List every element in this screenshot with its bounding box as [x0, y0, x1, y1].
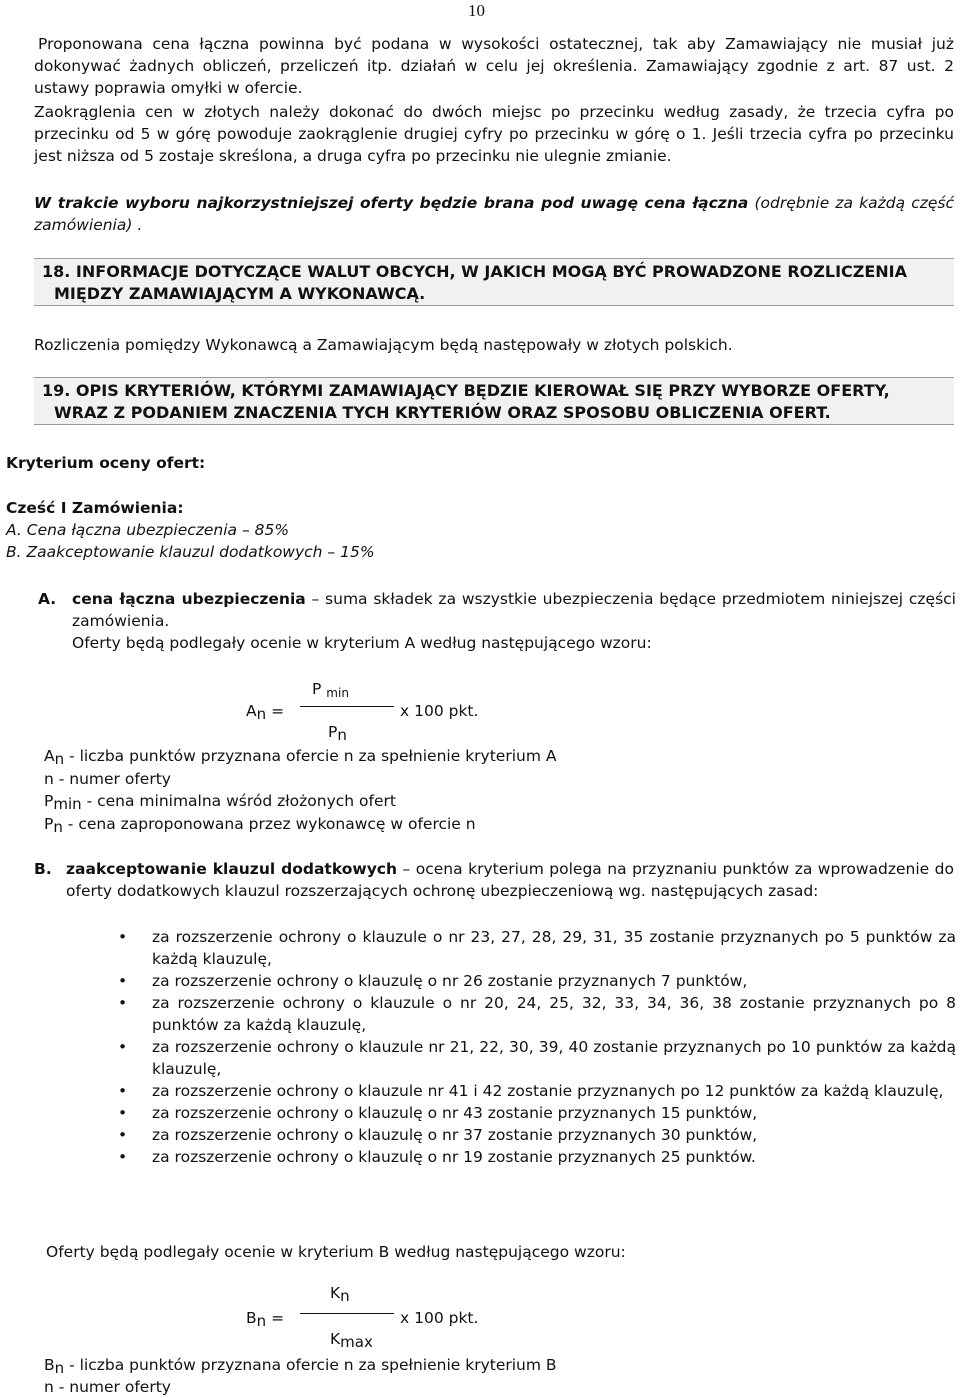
- formula-b-fraction-line: [300, 1313, 394, 1314]
- intro-paragraph-3: [34, 192, 954, 236]
- list-item: • za rozszerzenie ochrony o klauzule nr 21, 22, 30, 39, 40 zostanie przyznanych po 10 punktów za każdą klauzulę,: [118, 1038, 956, 1078]
- criteria-part-title: Cześć I Zamówienia:: [6, 499, 184, 517]
- formula-a-legend-2: n - numer oferty: [44, 770, 171, 788]
- criterion-b-rest: – ocena kryterium polega na przyznaniu punktów za wprowadzenie do oferty dodatkowych klauzul rozszerzających ochronę ubezpieczeniową wg. następujących zasad:: [66, 860, 954, 900]
- criterion-b-bullet-list: [118, 926, 956, 1168]
- criteria-item-b: B. Zaakceptowanie klauzul dodatkowych – 15%: [6, 543, 375, 561]
- list-item: • za rozszerzenie ochrony o klauzule nr 41 i 42 zostanie przyznanych po 12 punktów za każdą klauzulę,: [118, 1082, 944, 1100]
- intro-paragraph-3-rest: (odrębnie za każdą część zamówienia) .: [34, 194, 954, 234]
- section-18-heading-line2: MIĘDZY ZAMAWIAJĄCYM A WYKONAWCĄ.: [54, 284, 426, 303]
- section-18-heading-line1: 18. INFORMACJE DOTYCZĄCE WALUT OBCYCH, W JAKICH MOGĄ BYĆ PROWADZONE ROZLICZENIA: [42, 262, 908, 281]
- list-item: • za rozszerzenie ochrony o klauzulę o nr 26 zostanie przyznanych 7 punktów,: [118, 972, 748, 990]
- formula-a-denominator: Pn: [328, 723, 347, 744]
- intro-paragraph-2: Zaokrąglenia cen w złotych należy dokonać do dwóch miejsc po przecinku według zasady, że trzecia cyfra po przecinku od 5 w górę powoduje zaokrąglenie drugiej cyfry po przecinku w górę o 1. Jeśli trzecia cyfra po przecinku jest niższa od 5 zostaje skreślona, a druga cyfra po przecinku nie ulegnie zmianie.: [34, 103, 954, 165]
- criterion-a-letter: A.: [38, 590, 57, 608]
- section-19-heading-line1: 19. OPIS KRYTERIÓW, KTÓRYMI ZAMAWIAJĄCY BĘDZIE KIEROWAŁ SIĘ PRZY WYBORZE OFERTY,: [42, 381, 890, 400]
- criterion-b-description: [66, 858, 954, 902]
- formula-b-multiplier: x 100 pkt.: [400, 1309, 479, 1327]
- criterion-a-description: [72, 588, 956, 632]
- section-19-heading-line2: WRAZ Z PODANIEM ZNACZENIA TYCH KRYTERIÓW ORAZ SPOSOBU OBLICZENIA OFERT.: [54, 403, 831, 422]
- section-19-heading: [34, 377, 954, 425]
- formula-a-numerator: P $_{min}$: [312, 680, 349, 700]
- formula-a-legend-4: Pn - cena zaproponowana przez wykonawcę w ofercie n: [44, 815, 476, 836]
- criterion-a-rest: – suma składek za wszystkie ubezpieczenia będące przedmiotem niniejszej części zamówienia.: [72, 590, 956, 630]
- formula-a-lhs: An =: [246, 702, 285, 723]
- formula-a-legend-1: An - liczba punktów przyznana ofercie n za spełnienie kryterium A: [44, 747, 557, 768]
- criterion-b-letter: B.: [34, 860, 52, 878]
- list-item: • za rozszerzenie ochrony o klauzule o nr 20, 24, 25, 32, 33, 34, 36, 38 zostanie przyznanych po 8 punktów za każdą klauzulę,: [118, 994, 956, 1034]
- intro-paragraph-3-bold: W trakcie wyboru najkorzystniejszej oferty będzie brana pod uwagę cena łączna: [34, 194, 749, 212]
- formula-a-multiplier: x 100 pkt.: [400, 702, 479, 720]
- list-item: • za rozszerzenie ochrony o klauzulę o nr 43 zostanie przyznanych 15 punktów,: [118, 1104, 758, 1122]
- formula-b-legend-2: n - numer oferty: [44, 1378, 171, 1396]
- formula-a-legend-3: Pmin - cena minimalna wśród złożonych ofert: [44, 792, 396, 813]
- section-18-heading: [34, 258, 954, 306]
- formula-b-legend-1: Bn - liczba punktów przyznana ofercie n za spełnienie kryterium B: [44, 1356, 557, 1377]
- criterion-b-bold: zaakceptowanie klauzul dodatkowych: [66, 860, 398, 878]
- intro-paragraph-1: Proponowana cena łączna powinna być podana w wysokości ostatecznej, tak aby Zamawiający nie musiał już dokonywać żadnych obliczeń, przeliczeń itp. działań w celu jej określenia. Zamawiający zgodnie z art. 87 ust. 2 ustawy poprawia omyłki w ofercie.: [34, 35, 954, 97]
- page-number: 10: [468, 1, 485, 20]
- list-item: • za rozszerzenie ochrony o klauzulę o nr 19 zostanie przyznanych 25 punktów.: [118, 1148, 756, 1166]
- criterion-a-formula-intro: Oferty będą podlegały ocenie w kryterium A według następującego wzoru:: [72, 634, 652, 652]
- formula-b-denominator: Kmax: [330, 1330, 373, 1351]
- list-item: • za rozszerzenie ochrony o klauzule o nr 23, 27, 28, 29, 31, 35 zostanie przyznanych po 5 punktów za każdą klauzulę,: [118, 928, 956, 968]
- criterion-b-formula-intro: Oferty będą podlegały ocenie w kryterium B według następującego wzoru:: [46, 1243, 626, 1261]
- formula-b-lhs: Bn =: [246, 1309, 285, 1330]
- formula-b-numerator: Kn: [330, 1284, 350, 1305]
- criteria-item-a: A. Cena łączna ubezpieczenia – 85%: [6, 521, 290, 539]
- criterion-a-bold: cena łączna ubezpieczenia: [72, 590, 306, 608]
- section-18-body: Rozliczenia pomiędzy Wykonawcą a Zamawiającym będą następowały w złotych polskich.: [34, 336, 733, 354]
- list-item: • za rozszerzenie ochrony o klauzulę o nr 37 zostanie przyznanych 30 punktów,: [118, 1126, 758, 1144]
- criteria-title: Kryterium oceny ofert:: [6, 454, 206, 472]
- formula-a-fraction-line: [300, 706, 394, 707]
